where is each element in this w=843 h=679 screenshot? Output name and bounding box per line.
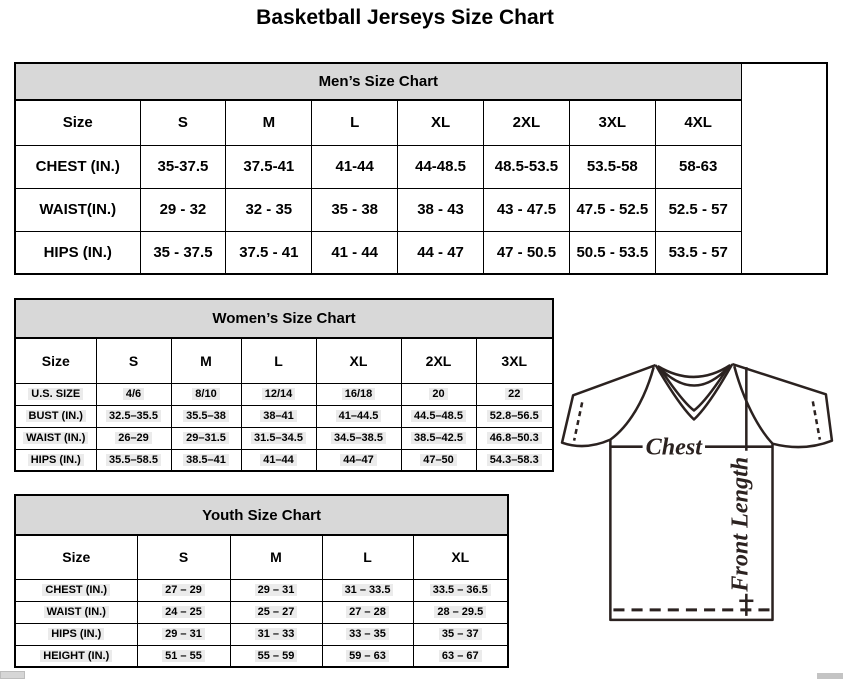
- youth-col-header: M: [230, 535, 322, 579]
- youth-col-header: S: [137, 535, 230, 579]
- size-cell: 24 – 25: [137, 601, 230, 623]
- size-cell: 29 – 31: [230, 579, 322, 601]
- row-label: HIPS (IN.): [15, 623, 137, 645]
- size-cell: 59 – 63: [322, 645, 413, 667]
- mens-col-header: 2XL: [484, 100, 570, 145]
- jersey-measurement-diagram: [558, 358, 840, 622]
- size-cell: 32.5–35.5: [96, 405, 171, 427]
- size-cell: 35 - 37.5: [140, 231, 226, 274]
- size-cell: 20: [401, 383, 476, 405]
- size-cell: 37.5 - 41: [226, 231, 312, 274]
- youth-col-header: XL: [413, 535, 508, 579]
- womens-col-header: M: [171, 338, 241, 383]
- size-cell: 25 – 27: [230, 601, 322, 623]
- row-label: WAIST (IN.): [15, 601, 137, 623]
- page-title: Basketball Jerseys Size Chart: [256, 6, 554, 29]
- mens-col-header: 3XL: [569, 100, 655, 145]
- size-cell: 31.5–34.5: [241, 427, 316, 449]
- size-cell: 12/14: [241, 383, 316, 405]
- mens-hips-row: [15, 231, 827, 274]
- womens-col-header: L: [241, 338, 316, 383]
- size-cell: 41–44: [241, 449, 316, 471]
- mens-table-title: Men’s Size Chart: [15, 63, 741, 100]
- womens-ussize-row: [15, 383, 553, 405]
- size-cell: 43 - 47.5: [484, 188, 570, 231]
- womens-size-table: [14, 298, 554, 472]
- womens-hips-row: [15, 449, 553, 471]
- size-cell: 38.5–42.5: [401, 427, 476, 449]
- size-cell: 35 - 38: [312, 188, 398, 231]
- size-cell: 29 – 31: [137, 623, 230, 645]
- size-cell: 41 - 44: [312, 231, 398, 274]
- womens-col-header: 3XL: [476, 338, 553, 383]
- mens-col-header: S: [140, 100, 226, 145]
- size-cell: 22: [476, 383, 553, 405]
- size-cell: 33 – 35: [322, 623, 413, 645]
- jersey-outline: [562, 364, 832, 620]
- size-cell: 53.5-58: [569, 145, 655, 188]
- youth-chest-row: [15, 579, 508, 601]
- row-label: WAIST(IN.): [15, 188, 140, 231]
- size-cell: 44-48.5: [398, 145, 484, 188]
- size-cell: 8/10: [171, 383, 241, 405]
- size-cell: 32 - 35: [226, 188, 312, 231]
- womens-col-header: S: [96, 338, 171, 383]
- size-cell: 35-37.5: [140, 145, 226, 188]
- row-label: CHEST (IN.): [15, 579, 137, 601]
- size-cell: 50.5 - 53.5: [569, 231, 655, 274]
- size-cell: 41-44: [312, 145, 398, 188]
- womens-col-header: Size: [15, 338, 96, 383]
- chest-label: Chest: [645, 433, 703, 461]
- youth-col-header: Size: [15, 535, 137, 579]
- womens-bust-row: [15, 405, 553, 427]
- size-cell: 54.3–58.3: [476, 449, 553, 471]
- size-cell: 52.5 - 57: [655, 188, 741, 231]
- size-cell: 44 - 47: [398, 231, 484, 274]
- mens-col-header: M: [226, 100, 312, 145]
- front-length-label: Front Length: [726, 456, 754, 592]
- size-cell: 38–41: [241, 405, 316, 427]
- size-cell: 33.5 – 36.5: [413, 579, 508, 601]
- size-cell: 38 - 43: [398, 188, 484, 231]
- row-label: BUST (IN.): [15, 405, 96, 427]
- youth-col-header: L: [322, 535, 413, 579]
- size-cell: 31 – 33: [230, 623, 322, 645]
- horizontal-scrollbar-fragment[interactable]: [817, 673, 843, 679]
- row-label: HIPS (IN.): [15, 449, 96, 471]
- size-cell: 28 – 29.5: [413, 601, 508, 623]
- size-cell: 29–31.5: [171, 427, 241, 449]
- size-cell: 4/6: [96, 383, 171, 405]
- row-label: HEIGHT (IN.): [15, 645, 137, 667]
- size-cell: 53.5 - 57: [655, 231, 741, 274]
- size-cell: 47–50: [401, 449, 476, 471]
- row-label: HIPS (IN.): [15, 231, 140, 274]
- jersey-right-cuff-dashes: [813, 401, 820, 439]
- mens-col-header: 4XL: [655, 100, 741, 145]
- youth-hips-row: [15, 623, 508, 645]
- youth-waist-row: [15, 601, 508, 623]
- size-cell: 35.5–38: [171, 405, 241, 427]
- womens-table-title: Women’s Size Chart: [15, 299, 553, 338]
- size-cell: 47 - 50.5: [484, 231, 570, 274]
- jersey-right-armhole-seam: [734, 366, 772, 444]
- size-cell: 41–44.5: [316, 405, 401, 427]
- size-cell: 46.8–50.3: [476, 427, 553, 449]
- size-cell: 51 – 55: [137, 645, 230, 667]
- size-cell: 48.5-53.5: [484, 145, 570, 188]
- size-cell: 58-63: [655, 145, 741, 188]
- row-label: WAIST (IN.): [15, 427, 96, 449]
- row-label: U.S. SIZE: [15, 383, 96, 405]
- size-cell: 38.5–41: [171, 449, 241, 471]
- size-cell: 34.5–38.5: [316, 427, 401, 449]
- size-cell: 26–29: [96, 427, 171, 449]
- mens-col-header: XL: [398, 100, 484, 145]
- mens-waist-row: [15, 188, 827, 231]
- size-cell: 31 – 33.5: [322, 579, 413, 601]
- row-label: CHEST (IN.): [15, 145, 140, 188]
- mens-chest-row: [15, 145, 827, 188]
- mens-col-header: L: [312, 100, 398, 145]
- size-cell: 44.5–48.5: [401, 405, 476, 427]
- horizontal-scrollbar-thumb[interactable]: [0, 671, 25, 679]
- size-cell: 35 – 37: [413, 623, 508, 645]
- size-cell: 27 – 29: [137, 579, 230, 601]
- jersey-left-cuff-dashes: [574, 402, 582, 440]
- size-cell: 52.8–56.5: [476, 405, 553, 427]
- size-cell: 55 – 59: [230, 645, 322, 667]
- size-cell: 35.5–58.5: [96, 449, 171, 471]
- womens-waist-row: [15, 427, 553, 449]
- youth-size-table: [14, 494, 509, 668]
- womens-col-header: XL: [316, 338, 401, 383]
- youth-height-row: [15, 645, 508, 667]
- size-cell: 27 – 28: [322, 601, 413, 623]
- youth-table-title: Youth Size Chart: [15, 495, 508, 535]
- mens-col-header: Size: [15, 100, 140, 145]
- womens-col-header: 2XL: [401, 338, 476, 383]
- size-cell: 63 – 67: [413, 645, 508, 667]
- size-cell: 29 - 32: [140, 188, 226, 231]
- size-cell: 44–47: [316, 449, 401, 471]
- size-cell: 16/18: [316, 383, 401, 405]
- size-cell: 47.5 - 52.5: [569, 188, 655, 231]
- mens-size-table: [14, 62, 828, 275]
- size-cell: 37.5-41: [226, 145, 312, 188]
